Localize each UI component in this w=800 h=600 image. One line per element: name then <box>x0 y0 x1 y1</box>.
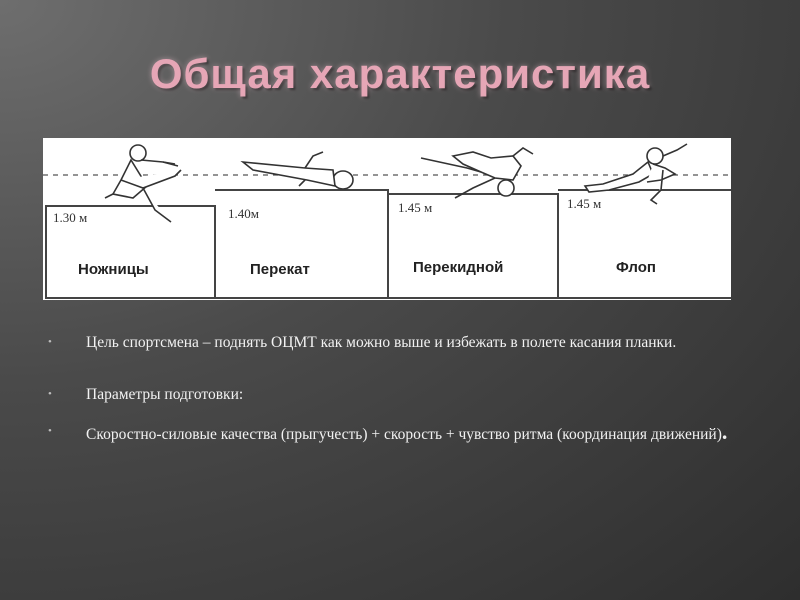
stage-height-2: 1.40м <box>228 206 259 221</box>
bullet-qualities <box>48 416 748 450</box>
bullet-marker: • <box>48 388 52 400</box>
slide-title: Общая характеристика <box>149 50 651 97</box>
stage-name-straddle: Перекидной <box>413 259 504 276</box>
stage-height-1: 1.30 м <box>53 210 88 225</box>
athlete-flop <box>585 144 687 204</box>
params-title: Параметры подготовки: <box>86 386 244 403</box>
qualities-end: . <box>721 419 728 444</box>
stage-name-scissors: Ножницы <box>78 261 149 278</box>
bullet-params <box>48 384 748 405</box>
bullet-marker: • <box>48 425 52 437</box>
stage-height-3: 1.45 м <box>398 200 433 215</box>
goal-text: Цель спортсмена – поднять ОЦМТ как можно выше и избежать в полете касания планки. <box>86 334 677 351</box>
bullet-goal <box>48 332 748 353</box>
stage-height-4: 1.45 м <box>567 196 602 211</box>
bullet-marker: • <box>48 336 52 348</box>
athlete-scissors <box>105 145 181 222</box>
stage-name-roll: Перекат <box>250 261 310 278</box>
bullet-list <box>48 332 748 450</box>
stage-name-flop: Флоп <box>616 259 656 276</box>
high-jump-techniques-figure <box>43 138 731 300</box>
qualities-text: Скоростно-силовые качества (прыгучесть) + скорость + чувство ритма (координация движений) <box>86 426 722 443</box>
athlete-roll <box>243 152 353 189</box>
athlete-straddle <box>421 148 533 198</box>
